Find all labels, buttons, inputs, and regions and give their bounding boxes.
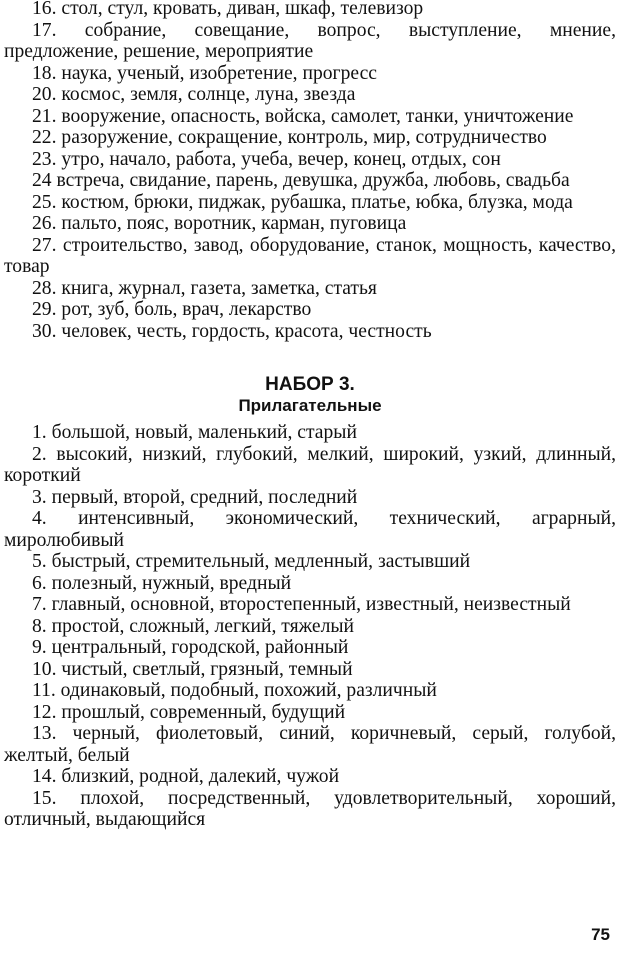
section-title: НАБОР 3. [265, 374, 355, 395]
set2-word-list [4, 0, 616, 342]
list-item: 7. главный, основной, второстепенный, известный, неизвестный [32, 594, 571, 615]
list-item: 1. большой, новый, маленький, старый [32, 422, 357, 443]
list-item: 6. полезный, нужный, вредный [32, 572, 292, 594]
page-number: 75 [591, 925, 610, 944]
list-item: 8. простой, сложный, легкий, тяжелый [32, 615, 355, 637]
list-item: 21. вооружение, опасность, войска, самолет, танки, уничтожение [32, 105, 574, 127]
section-gap [4, 342, 616, 374]
list-item: 3. первый, второй, средний, последний [32, 486, 358, 508]
list-item: 4. интенсивный, экономический, технический, аграрный, миролюбивый [4, 508, 616, 551]
list-item: 30. человек, честь, гордость, красота, честность [32, 320, 432, 342]
set3-word-list [4, 422, 616, 831]
list-item: 28. книга, журнал, газета, заметка, статья [32, 277, 377, 299]
list-item: 9. центральный, городской, районный [32, 637, 349, 658]
section-subtitle: Прилагательные [238, 396, 382, 415]
book-page [4, 0, 616, 831]
list-item: 18. наука, ученый, изобретение, прогресс [32, 62, 377, 84]
list-item: 29. рот, зуб, боль, врач, лекарство [32, 299, 312, 320]
list-item: 10. чистый, светлый, грязный, темный [32, 658, 353, 680]
list-item: 13. черный, фиолетовый, синий, коричневый, серый, голубой, желтый, белый [4, 723, 616, 766]
list-item: 27. строительство, завод, оборудование, станок, мощность, качество, товар [4, 234, 616, 277]
list-item: 24 встреча, свидание, парень, девушка, дружба, любовь, свадьба [32, 170, 570, 191]
list-item: 12. прошлый, современный, будущий [32, 701, 346, 723]
list-item: 15. плохой, посредственный, удовлетворительный, хороший, отличный, выдающийся [4, 787, 616, 830]
list-item: 25. костюм, брюки, пиджак, рубашка, платье, юбка, блузка, мода [32, 191, 573, 213]
list-item: 5. быстрый, стремительный, медленный, застывший [32, 551, 471, 572]
list-item: 2. высокий, низкий, глубокий, мелкий, широкий, узкий, длинный, короткий [4, 443, 616, 486]
list-item: 11. одинаковый, подобный, похожий, различный [32, 680, 437, 701]
list-item: 16. стол, стул, кровать, диван, шкаф, телевизор [32, 0, 424, 19]
list-item: 23. утро, начало, работа, учеба, вечер, конец, отдых, сон [32, 148, 501, 170]
list-item: 26. пальто, пояс, воротник, карман, пуговица [32, 213, 407, 234]
set3-section [4, 374, 616, 831]
list-item: 17. собрание, совещание, вопрос, выступление, мнение, предложение, решение, мероприятие [4, 19, 616, 62]
list-item: 20. космос, земля, солнце, луна, звезда [32, 84, 356, 105]
list-item: 14. близкий, родной, далекий, чужой [32, 766, 340, 787]
list-item: 22. разоружение, сокращение, контроль, мир, сотрудничество [32, 127, 547, 148]
